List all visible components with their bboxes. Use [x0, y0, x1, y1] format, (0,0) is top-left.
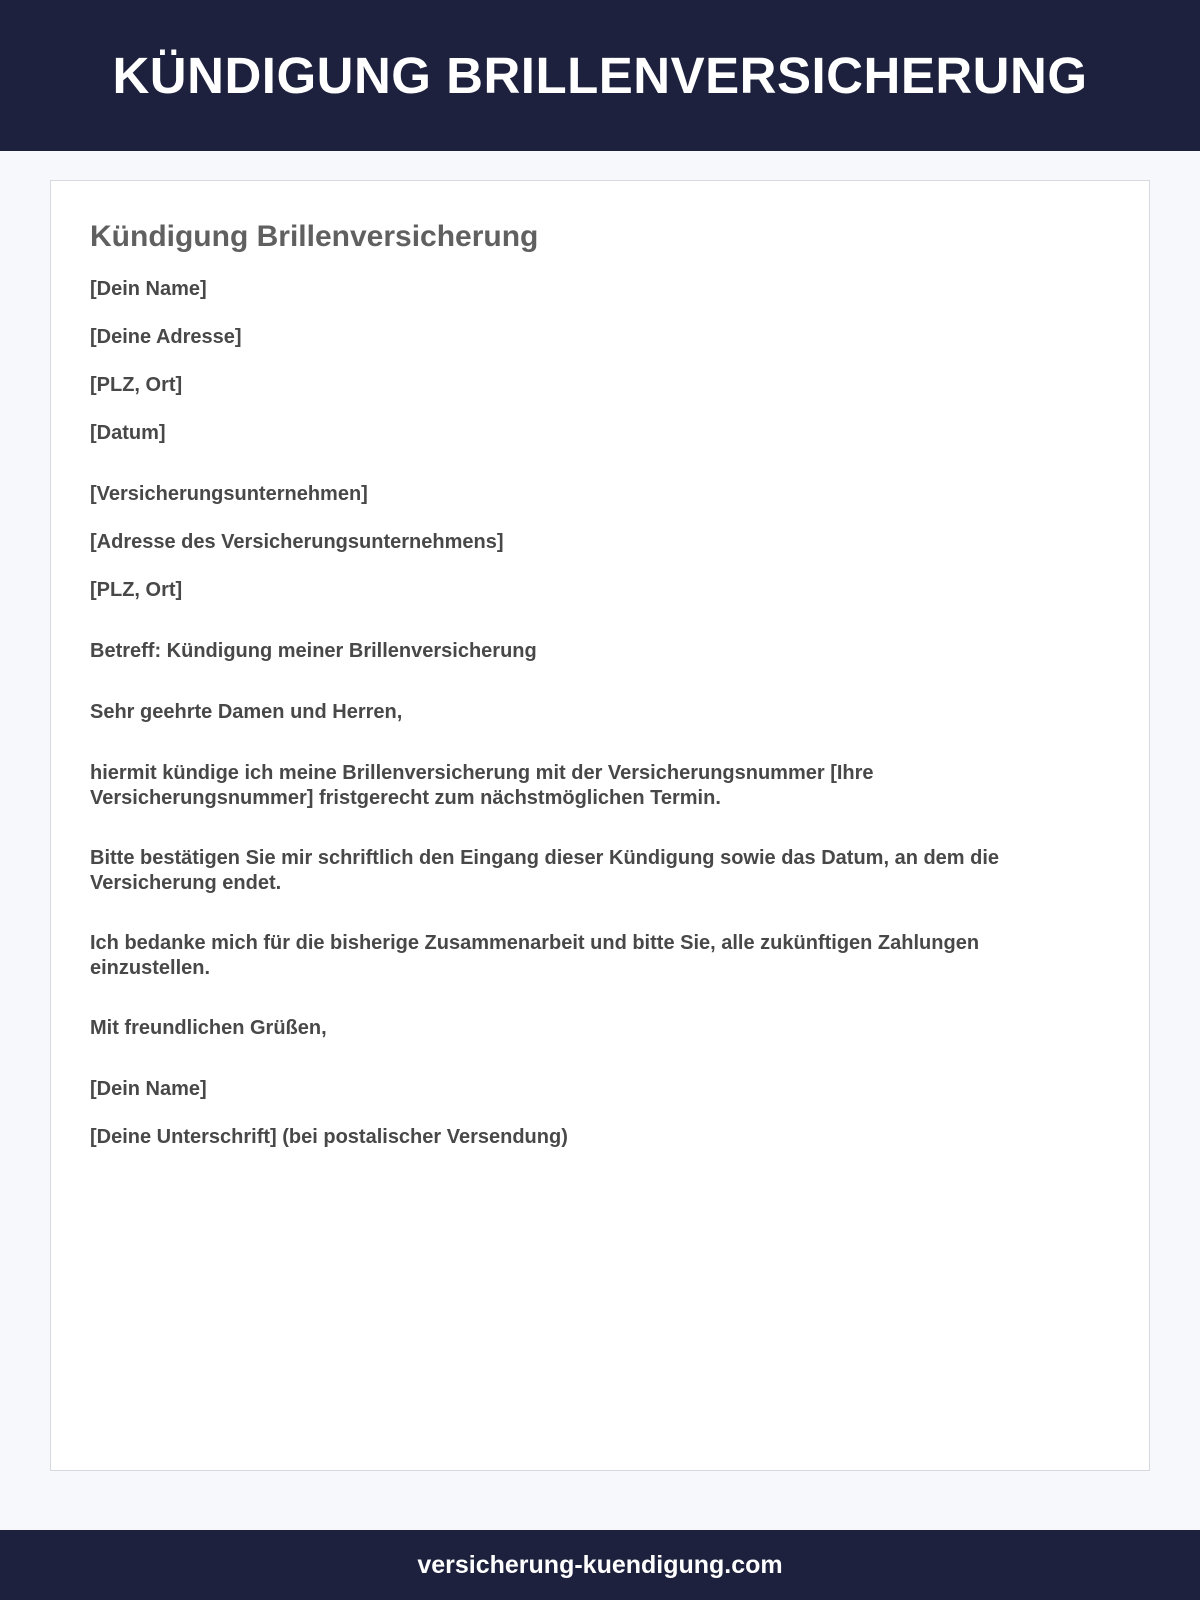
- page-header: [0, 0, 1200, 151]
- page-footer: [0, 1530, 1200, 1600]
- signature-note: [Deine Unterschrift] (bei postalischer Versendung): [90, 1126, 568, 1148]
- sender-name: [Dein Name]: [90, 278, 207, 300]
- sender-zip-city: [PLZ, Ort]: [90, 374, 183, 396]
- page-title: KÜNDIGUNG BRILLENVERSICHERUNG: [112, 47, 1088, 104]
- signature-name: [Dein Name]: [90, 1078, 207, 1100]
- sender-address: [Deine Adresse]: [90, 326, 242, 348]
- recipient-zip-city: [PLZ, Ort]: [90, 579, 183, 601]
- letter-paragraph-1: hiermit kündige ich meine Brillenversicherung mit der Versicherungsnummer [Ihre Versicherungsnummer] fristgerecht zum nächstmöglichen Termin.: [90, 762, 874, 809]
- letter-paragraph-2: Bitte bestätigen Sie mir schriftlich den Eingang dieser Kündigung sowie das Datum, an dem die Versicherung endet.: [90, 847, 1000, 894]
- letter-subject: Betreff: Kündigung meiner Brillenversicherung: [90, 640, 537, 662]
- letter-paragraph-3: Ich bedanke mich für die bisherige Zusammenarbeit und bitte Sie, alle zukünftigen Zahlungen einzustellen.: [90, 932, 980, 979]
- letter-title: Kündigung Brillenversicherung: [90, 220, 539, 253]
- letter-card: [50, 180, 1150, 1471]
- recipient-address: [Adresse des Versicherungsunternehmens]: [90, 531, 504, 553]
- letter-closing: Mit freundlichen Grüßen,: [90, 1017, 327, 1039]
- recipient-company: [Versicherungsunternehmen]: [90, 483, 368, 505]
- footer-site-link[interactable]: versicherung-kuendigung.com: [417, 1550, 783, 1579]
- letter-salutation: Sehr geehrte Damen und Herren,: [90, 701, 403, 723]
- letter-date: [Datum]: [90, 422, 166, 444]
